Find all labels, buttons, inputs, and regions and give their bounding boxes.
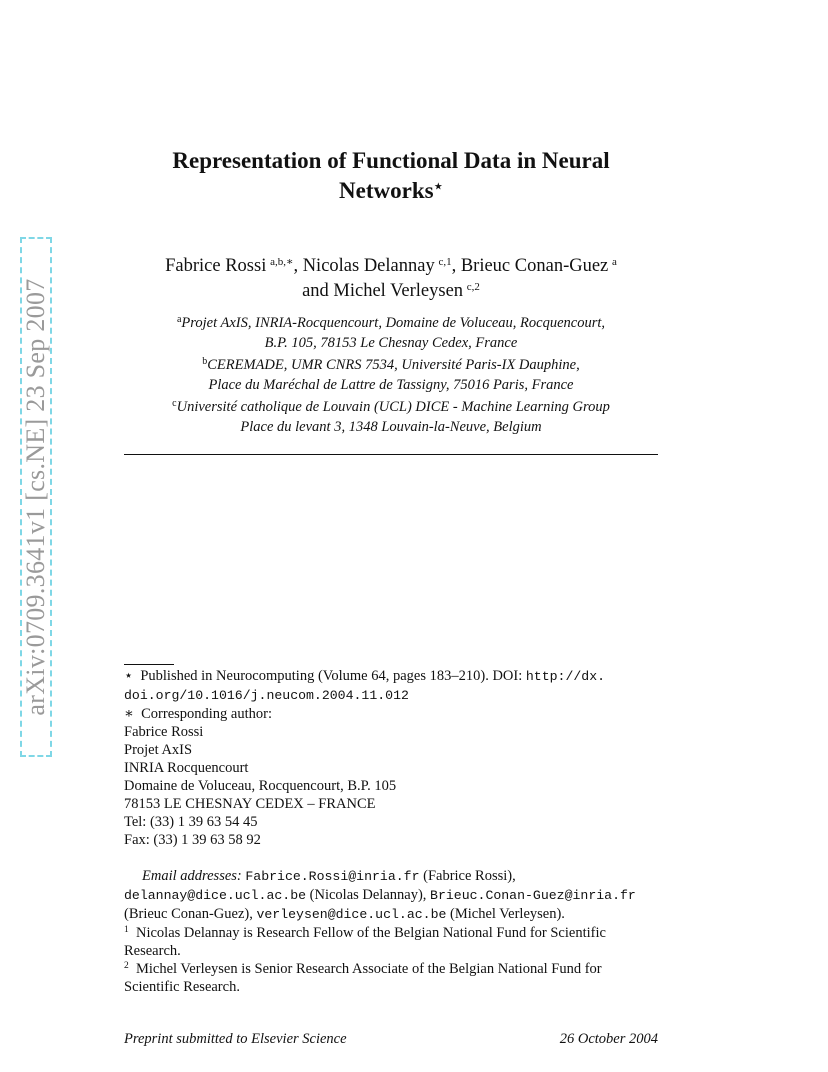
affiliation-line [124,313,658,333]
address-line: Projet AxIS [124,742,193,758]
header-rule [124,454,658,455]
footnote-rule [124,664,174,665]
footnotes [124,667,664,996]
paper-title [124,146,658,206]
email-line-1 [124,867,664,886]
affiliation-c [124,397,658,437]
affiliation-line [124,355,658,375]
corresponding-note [124,705,664,723]
author-name: Michel Verleysen [333,281,464,301]
author-mark: a,b,∗ [270,256,294,268]
footnote-1-mark: 1 [124,925,129,935]
corresponding-mark: ∗ [124,706,134,722]
address-line: Domaine de Voluceau, Rocquencourt, B.P. 105 [124,778,397,794]
address-line: 78153 LE CHESNAY CEDEX – FRANCE [124,796,376,812]
affiliation-line: B.P. 105, 78153 Le Chesnay Cedex, France [264,335,518,351]
author-name: Nicolas Delannay [302,256,435,276]
affiliation-mark: c [172,398,177,409]
author-mark: c,2 [466,281,480,293]
email-owner: (Nicolas Delannay), [309,887,427,903]
doi-link[interactable]: http://dx. [525,669,606,684]
spacer [124,849,664,867]
affiliation-text: Projet AxIS, INRIA-Rocquencourt, Domaine de Voluceau, Rocquencourt, [181,315,606,331]
doi-line [124,686,664,705]
email-label: Email addresses: [142,868,242,884]
email-owner: (Michel Verleysen). [450,906,565,922]
arxiv-stamp: arXiv:0709.3641v1 [cs.NE] 23 Sep 2007 [20,237,52,757]
email-line-2 [124,886,664,905]
footnote-1-text: Nicolas Delannay is Research Fellow of the Belgian National Fund for Scientific [136,925,606,941]
footnote-1-cont: Research. [124,943,181,959]
affiliation-mark: b [202,356,208,367]
email-link[interactable]: Brieuc.Conan-Guez@inria.fr [430,888,636,903]
author-sep: , [451,256,461,276]
email-line-3 [124,905,664,924]
author-line-1 [124,254,658,279]
author-line-2 [124,279,658,304]
affiliation-mark: a [176,314,182,325]
footnote-2-mark: 2 [124,961,129,971]
address-line: Fabrice Rossi [124,724,204,740]
title-line-2 [124,176,658,206]
footnote-2-text: Michel Verleysen is Senior Research Associate of the Belgian National Fund for [136,961,602,977]
title-line-2-text: Networks [339,178,434,203]
affiliation-line: Place du Maréchal de Lattre de Tassigny, 75016 Paris, France [208,377,574,393]
preprint-note: Preprint submitted to Elsevier Science [124,1031,347,1047]
author-prefix: and [302,281,334,301]
address-line: Tel: (33) 1 39 63 54 45 [124,814,258,830]
affiliation-text: CEREMADE, UMR CNRS 7534, Université Paris-IX Dauphine, [207,357,580,373]
author-sep: , [293,256,303,276]
published-note [124,667,664,686]
email-link[interactable]: Fabrice.Rossi@inria.fr [245,869,420,884]
doi-link-continued[interactable]: doi.org/10.1016/j.neucom.2004.11.012 [124,688,409,703]
published-mark: ⋆ [124,668,134,684]
address-line: Fax: (33) 1 39 63 58 92 [124,832,261,848]
page-footer [124,1031,658,1048]
corresponding-text: Corresponding author: [141,706,272,722]
email-link[interactable]: verleysen@dice.ucl.ac.be [256,907,447,922]
footnote-1 [124,924,664,942]
footnote-2 [124,960,664,978]
email-owner: (Brieuc Conan-Guez), [124,906,253,922]
email-owner: (Fabrice Rossi), [423,868,516,884]
affiliation-line: Place du levant 3, 1348 Louvain-la-Neuve, Belgium [240,419,542,435]
author-list [124,254,658,304]
address-line: INRIA Rocquencourt [124,760,249,776]
author-mark: a [611,256,617,268]
preprint-date: 26 October 2004 [559,1031,658,1047]
author-mark: c,1 [438,256,452,268]
published-text: Published in Neurocomputing (Volume 64, pages 183–210). DOI: [140,668,523,684]
title-star-mark: ⋆ [433,179,443,195]
affiliation-text: Université catholique de Louvain (UCL) DICE - Machine Learning Group [176,399,610,415]
footnote-2-cont: Scientific Research. [124,979,240,995]
title-line-1: Representation of Functional Data in Neural [172,148,610,173]
email-link[interactable]: delannay@dice.ucl.ac.be [124,888,307,903]
affiliation-a [124,313,658,353]
author-name: Fabrice Rossi [165,256,267,276]
affiliation-b [124,355,658,395]
affiliation-line [124,397,658,417]
author-name: Brieuc Conan-Guez [460,256,609,276]
